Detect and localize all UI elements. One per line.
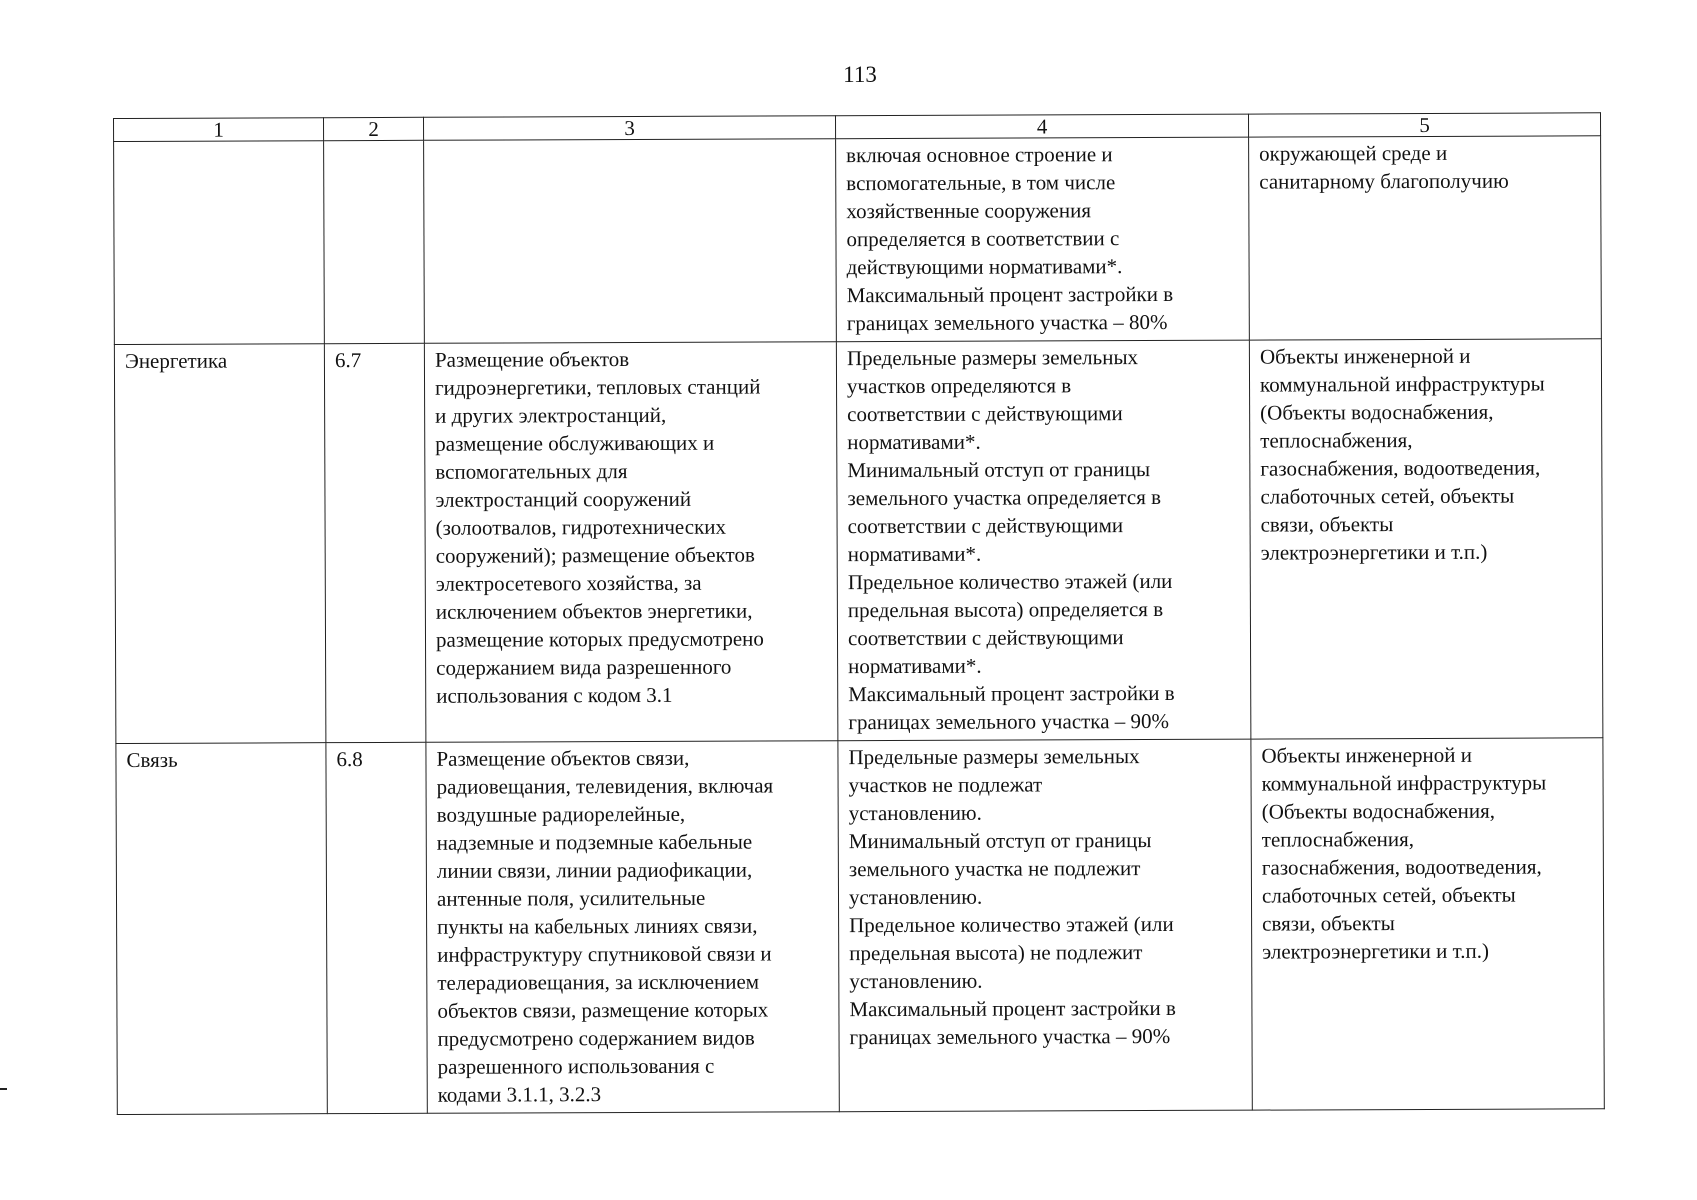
parameters-text: Предельные размеры земельных участков определяются в соответствии с действующими нормативами*. Минимальный отступ от границы земельного участка определяется в соответствии с действующими нормативами*. Предельное количество этажей (или предельная высота) определяется в соответствии с действующими нормативами*. Максимальный процент застройки в границах земельного участка – 90%	[846, 345, 1175, 735]
restrictions-cell	[1249, 339, 1603, 739]
column-header-2: 2	[324, 117, 424, 140]
page-number: 113	[843, 62, 877, 87]
parameters-text: Предельные размеры земельных участков не подлежат установлению. Минимальный отступ от границы земельного участка не подлежит установлению. Предельное количество этажей (или предельная высота) не подлежит установлению. Максимальный процент застройки в границах земельного участка – 90%	[848, 744, 1176, 1050]
column-header-3: 3	[423, 116, 835, 141]
table-row-energetika	[114, 339, 1603, 744]
use-name-cell	[114, 141, 325, 345]
parameters-cell	[838, 739, 1252, 1112]
restrictions-text: Объекты инженерной и коммунальной инфраструктуры (Объекты водоснабжения, теплоснабжения, газоснабжения, водоотведения, слаботочных сетей, объекты связи, объекты электроэнергетики и т.п.)	[1259, 343, 1545, 565]
use-description-cell	[424, 342, 838, 743]
use-name-cell	[116, 743, 327, 1115]
parameters-cell	[836, 340, 1251, 741]
use-code-cell	[324, 343, 426, 742]
margin-mark	[0, 1088, 7, 1090]
column-header-4: 4	[835, 114, 1248, 139]
table-row-svyaz	[116, 738, 1604, 1115]
use-code-cell	[326, 742, 427, 1113]
use-code: 6.7	[334, 348, 362, 373]
use-code: 6.8	[336, 747, 363, 772]
table-body	[114, 136, 1605, 1115]
parameters-text: включая основное строение и вспомогательные, в том числе хозяйственные сооружения определяется в соответствии с действующими нормативами*. Максимальный процент застройки в границах земельного участка – 80%	[846, 142, 1174, 336]
use-description-cell	[426, 741, 839, 1114]
land-use-table	[113, 112, 1605, 1115]
use-description	[434, 141, 825, 143]
use-name: Энергетика	[124, 348, 228, 373]
use-description: Размещение объектов гидроэнергетики, тепловых станций и других электростанций, размещение обслуживающих и вспомогательных для электростанций сооружений (золоотвалов, гидротехнических сооружений); размещение объектов электросетевого хозяйства, за исключением объектов энергетики, размещение которых предусмотрено содержанием вида разрешенного использования с кодом 3.1	[434, 347, 764, 708]
use-description: Размещение объектов связи, радиовещания, телевидения, включая воздушные радиорелейные, надземные и подземные кабельные линии связи, линии радиофикации, антенные поля, усилительные пункты на кабельных линиях связи, инфраструктуру спутниковой связи и телерадиовещания, за исключением объектов связи, размещение которых предусмотрено содержанием видов разрешенного использования с кодами 3.1.1, 3.2.3	[436, 745, 774, 1107]
parameters-cell	[836, 137, 1250, 342]
column-header-5: 5	[1248, 113, 1600, 137]
use-name: Связь	[126, 747, 178, 772]
column-header-1: 1	[114, 118, 324, 142]
use-name	[124, 143, 313, 144]
table-row-continuation	[114, 136, 1602, 345]
use-name-cell	[114, 344, 326, 744]
restrictions-cell	[1249, 136, 1602, 340]
use-code-cell	[324, 140, 425, 343]
restrictions-text: Объекты инженерной и коммунальной инфраструктуры (Объекты водоснабжения, теплоснабжения, газоснабжения, водоотведения, слаботочных сетей, объекты связи, объекты электроэнергетики и т.п.)	[1261, 742, 1547, 964]
restrictions-cell	[1251, 738, 1604, 1110]
use-description-cell	[424, 139, 837, 344]
restrictions-text: окружающей среде и санитарному благополучию	[1259, 140, 1509, 194]
